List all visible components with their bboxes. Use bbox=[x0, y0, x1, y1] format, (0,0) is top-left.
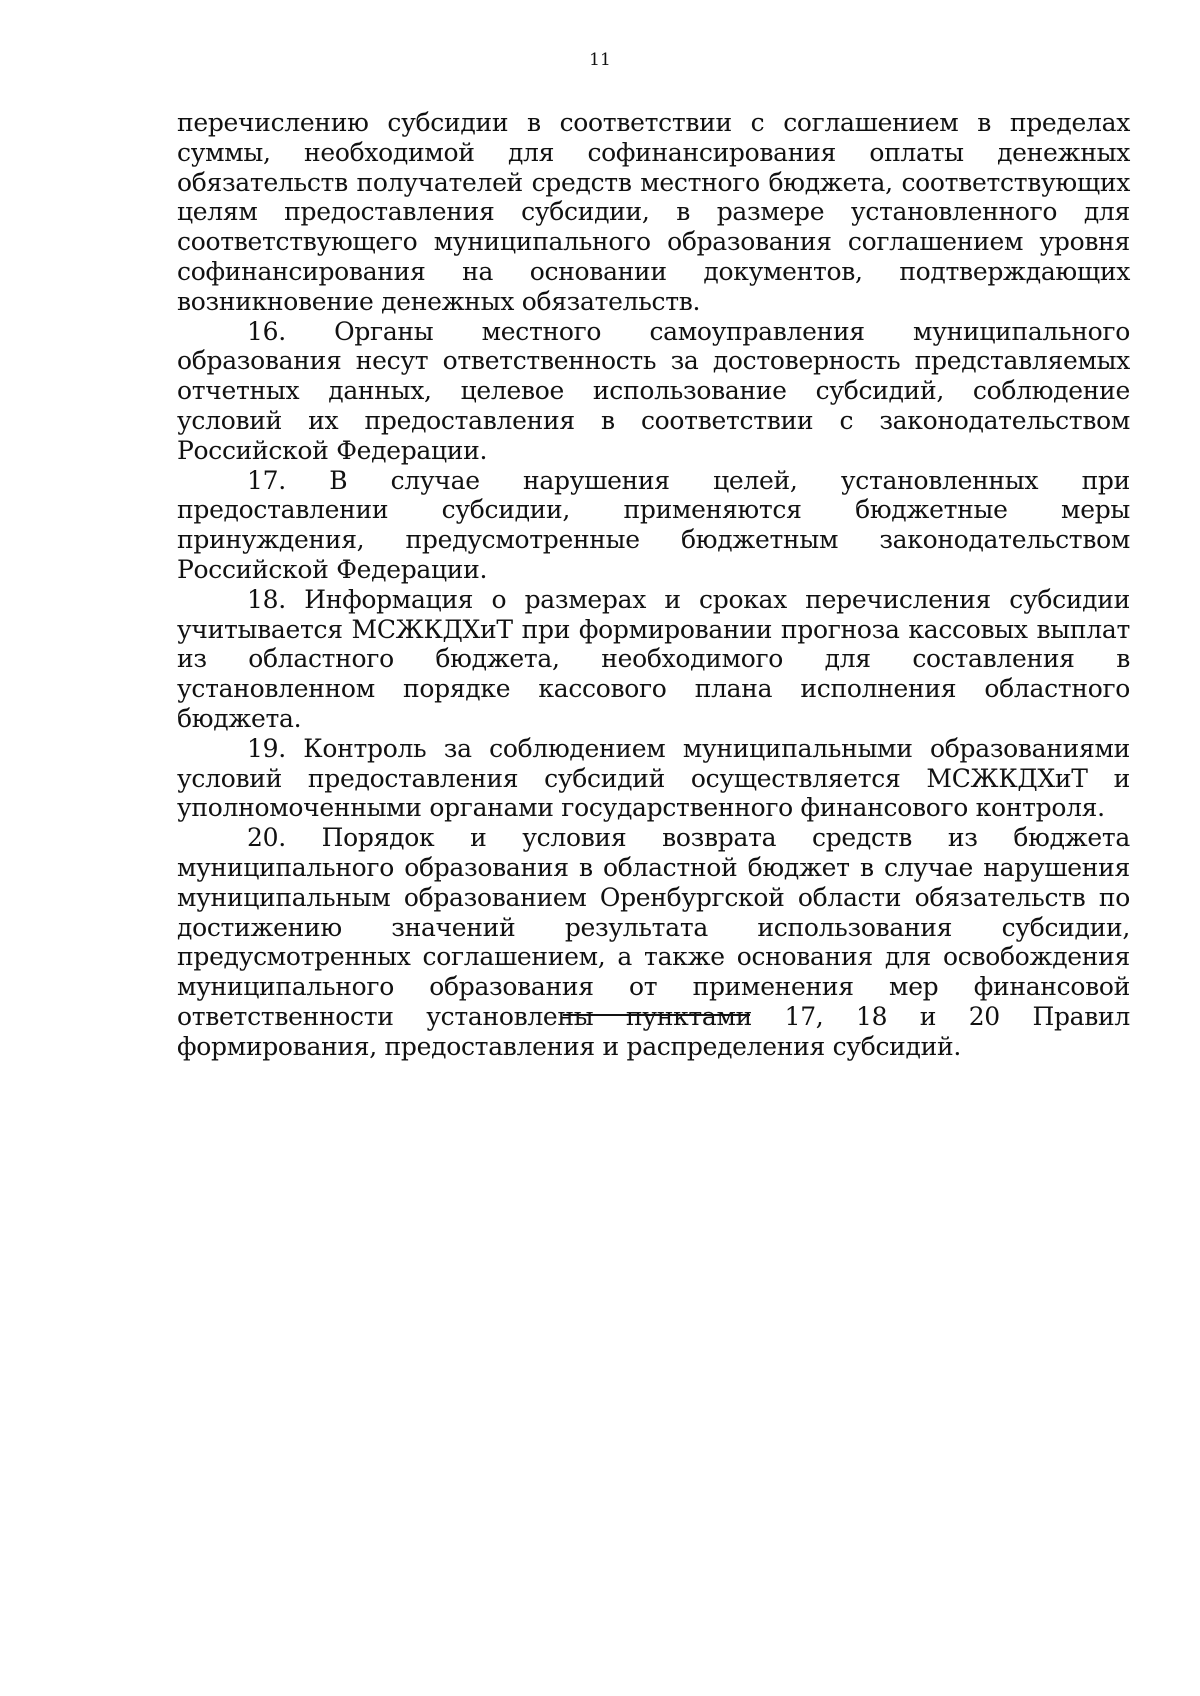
end-of-document-rule bbox=[563, 1014, 750, 1016]
paragraph-item-16: 16. Органы местного самоуправления муниципального образования несут ответственность за достоверность представляемых отчетных данных, целевое использование субсидий, соблюдение условий их предоставления в соответствии с законодательством Российской Федерации. bbox=[177, 316, 1130, 465]
paragraph-item-17: 17. В случае нарушения целей, установленных при предоставлении субсидии, применяются бюджетные меры принуждения, предусмотренные бюджетным законодательством Российской Федерации. bbox=[177, 465, 1130, 584]
page-number: 11 bbox=[589, 50, 611, 70]
paragraph-continuation: перечислению субсидии в соответствии с соглашением в пределах суммы, необходимой для софинансирования оплаты денежных обязательств получателей средств местного бюджета, соответствующих целям предоставления субсидии, в размере установленного для соответствующего муниципального образования соглашением уровня софинансирования на основании документов, подтверждающих возникновение денежных обязательств. bbox=[177, 108, 1130, 316]
paragraph-item-20: 20. Порядок и условия возврата средств из бюджета муниципального образования в областной бюджет в случае нарушения муниципальным образованием Оренбургской области обязательств по достижению значений результата использования субсидии, предусмотренных соглашением, а также основания для освобождения муниципального образования от применения мер финансовой ответственности установлены пунктами 17, 18 и 20 Правил формирования, предоставления и распределения субсидий. bbox=[177, 823, 1130, 1061]
paragraph-item-19: 19. Контроль за соблюдением муниципальными образованиями условий предоставления субсидий осуществляется МСЖКДХиТ и уполномоченными органами государственного финансового контроля. bbox=[177, 733, 1130, 823]
document-body bbox=[177, 108, 1130, 1062]
paragraph-item-18: 18. Информация о размерах и сроках перечисления субсидии учитывается МСЖКДХиТ при формировании прогноза кассовых выплат из областного бюджета, необходимого для составления в установленном порядке кассового плана исполнения областного бюджета. bbox=[177, 584, 1130, 733]
